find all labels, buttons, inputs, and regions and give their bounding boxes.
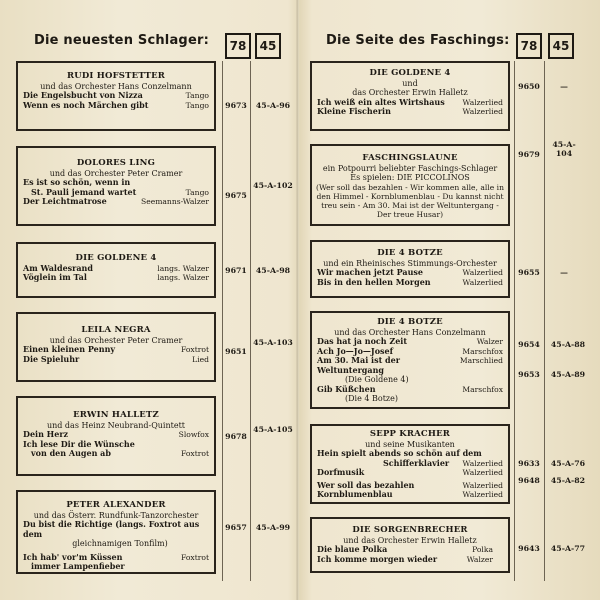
song-title: Kornblumenblau <box>317 489 393 499</box>
catalog-number-78: 9655 <box>518 268 540 277</box>
artist-name: RUDI HOFSTETTER <box>66 71 166 81</box>
artist-subline: und das Orchester Peter Cramer <box>49 335 183 345</box>
song-row <box>23 355 209 365</box>
catalog-number-45: 45-A-103 <box>253 338 293 347</box>
song-genre: Walzerlied <box>462 458 503 468</box>
left-column-divider <box>250 61 251 581</box>
song-genre: Walzerlied <box>462 490 503 499</box>
song-title: Wenn es noch Märchen gibt <box>23 99 149 110</box>
artist-subline: und <box>402 78 418 88</box>
song-row <box>23 449 209 459</box>
right-column-divider <box>514 61 515 581</box>
song-title: Ich hab' vor'm Küssen <box>23 551 123 562</box>
catalog-number-45: 45-A-104 <box>552 140 576 158</box>
catalog-number-45: 45-A-77 <box>550 544 586 553</box>
song-title: Am Waldesrand <box>23 262 93 273</box>
song-genre: Lied <box>192 354 209 364</box>
song-title: Dein Herz <box>23 429 69 439</box>
song-title: Es ist so schön, wenn in <box>23 177 131 187</box>
artist-name: DIE GOLDENE 4 <box>369 68 451 78</box>
song-title: Die Engelsbucht von Nizza <box>23 90 143 100</box>
song-genre: Foxtrot <box>180 345 209 354</box>
song-title: Schifferklavier <box>383 457 450 468</box>
song-row <box>317 468 503 478</box>
song-genre: Walzerlied <box>462 480 503 490</box>
song-genre: Tango <box>185 100 209 110</box>
left-col78-header: 78 <box>225 33 251 59</box>
song-genre: Walzerlied <box>462 468 503 477</box>
artist-subline: ein Potpourri beliebter Faschings-Schlager <box>322 163 498 173</box>
song-title: Gib Küßchen <box>317 383 376 394</box>
catalog-number-78: 9648 <box>518 476 540 485</box>
record-card <box>16 490 216 574</box>
artist-subline: und das Heinz Neubrand-Quintett <box>46 420 186 430</box>
song-genre: Seemanns-Walzer <box>141 197 209 206</box>
song-row <box>317 278 503 288</box>
artist-name: FASCHINGSLAUNE <box>362 153 458 163</box>
artist-subline: Es spielen: DIE PICCOLINOS <box>350 173 470 182</box>
catalog-number-78: 9654 <box>518 340 540 349</box>
record-card <box>16 396 216 476</box>
song-title: Hein spielt abends so schön auf dem <box>317 448 482 458</box>
song-genre: Walzerlied <box>462 277 503 287</box>
right-col45-header: 45 <box>548 33 574 59</box>
catalog-number-45: 45-A-82 <box>550 476 586 485</box>
song-genre: langs. Walzer <box>157 263 209 273</box>
song-row <box>317 356 503 375</box>
catalog-number-45: — <box>560 268 568 277</box>
catalog-number-45: — <box>560 82 568 91</box>
artist-subline: und das Orchester Hans Conzelmann <box>40 81 192 91</box>
song-genre: Walzer <box>466 554 493 564</box>
song-title: Am 30. Mai ist der Weltuntergang <box>317 355 400 375</box>
catalog-number-45: 45-A-96 <box>255 101 291 110</box>
song-row <box>317 385 503 395</box>
catalog-number-78: 9671 <box>225 266 247 275</box>
artist-subline: und seine Musikanten <box>365 439 455 449</box>
song-title: Bis in den hellen Morgen <box>317 276 431 287</box>
song-genre: Foxtrot <box>180 552 209 562</box>
song-row <box>23 539 209 549</box>
record-card <box>310 311 510 409</box>
record-card <box>16 146 216 226</box>
song-row <box>23 562 209 572</box>
catalog-number-78: 9643 <box>518 544 540 553</box>
right-column-divider <box>544 61 545 581</box>
artist-name: DIE 4 BOTZE <box>377 248 443 258</box>
song-title: Einen kleinen Penny <box>23 344 116 354</box>
page-fold <box>296 0 299 600</box>
artist-name: DIE 4 BOTZE <box>377 317 443 327</box>
record-card <box>310 240 510 298</box>
catalog-number-45: 45-A-76 <box>550 459 586 468</box>
song-title: Ich komme morgen wieder <box>317 553 438 564</box>
song-title: St. Pauli jemand wartet <box>31 186 137 197</box>
record-card <box>16 61 216 131</box>
catalog-number-78: 9657 <box>225 523 247 532</box>
song-title: Ach Jo—Jo—Josef <box>317 345 394 356</box>
left-column-divider <box>222 61 223 581</box>
catalog-number-45: 45-A-88 <box>550 340 586 349</box>
song-genre: Marschlied <box>459 356 503 365</box>
song-title: Dorfmusik <box>317 467 365 477</box>
song-genre: Walzerlied <box>462 107 503 116</box>
potpourri-description: (Wer soll das bezahlen - Wir kommen alle, alle in den Himmel - Kornblumenblau - Du kannst nicht treu sein - Am 30. Mai ist der Weltuntergang - Der treue Husar) <box>316 182 504 219</box>
record-card <box>310 517 510 573</box>
song-title: von den Augen ab <box>31 448 111 458</box>
song-title: immer Lampenfieber <box>31 561 125 571</box>
song-row <box>317 490 503 500</box>
song-genre: Foxtrot <box>180 449 209 458</box>
song-performer: (Die Goldene 4) <box>345 375 409 384</box>
song-title: gleichnamigen Tonfilm) <box>72 539 168 548</box>
artist-subline: das Orchester Erwin Halletz <box>352 88 468 97</box>
song-title: Ich lese Dir die Wünsche <box>23 438 135 449</box>
catalog-number-78: 9653 <box>518 370 540 379</box>
song-genre: langs. Walzer <box>157 273 209 282</box>
song-genre: Walzerlied <box>462 268 503 277</box>
song-row <box>23 273 209 283</box>
song-title: Das hat ja noch Zeit <box>317 336 408 346</box>
catalog-number-45: 45-A-105 <box>253 425 293 434</box>
song-title: Wir machen jetzt Pause <box>317 267 424 277</box>
artist-name: DIE GOLDENE 4 <box>75 253 157 263</box>
song-row <box>23 520 209 539</box>
catalog-number-78: 9673 <box>225 101 247 110</box>
artist-name: LEILA NEGRA <box>81 325 151 335</box>
catalog-number-78: 9675 <box>225 191 247 200</box>
song-genre: Slowfox <box>178 430 209 439</box>
song-title: Vöglein im Tal <box>23 272 87 282</box>
artist-subline: und das Orchester Erwin Halletz <box>343 535 477 545</box>
artist-name: DOLORES LING <box>76 158 156 168</box>
song-title: Der Leichtmatrose <box>23 196 107 206</box>
song-row <box>317 107 503 117</box>
catalog-number-45: 45-A-102 <box>253 181 293 190</box>
catalog-number-45: 45-A-98 <box>255 266 291 275</box>
right-heading: Die Seite des Faschings: <box>326 33 510 48</box>
record-card <box>310 61 510 131</box>
song-genre: Walzerlied <box>462 97 503 107</box>
left-col45-header: 45 <box>255 33 281 59</box>
song-genre: Walzer <box>476 337 503 346</box>
song-title: Du bist die Richtige (langs. Foxtrot aus dem <box>23 519 200 539</box>
catalog-number-78: 9678 <box>225 432 247 441</box>
song-row <box>317 555 503 565</box>
song-genre: Marschfox <box>462 346 503 356</box>
artist-subline: und das Orchester Hans Conzelmann <box>334 327 486 337</box>
song-genre: Polka <box>472 545 493 554</box>
artist-name: ERWIN HALLETZ <box>73 410 159 420</box>
song-title: Die Spieluhr <box>23 353 80 364</box>
artist-subline: und das Orchester Peter Cramer <box>49 168 183 178</box>
catalog-number-45: 45-A-89 <box>550 370 586 379</box>
song-genre: Tango <box>185 187 209 197</box>
song-row <box>317 394 503 404</box>
catalog-number-45: 45-A-99 <box>255 523 291 532</box>
artist-name: PETER ALEXANDER <box>66 500 166 510</box>
song-performer: (Die 4 Botze) <box>345 394 398 403</box>
catalog-number-78: 9651 <box>225 347 247 356</box>
right-col78-header: 78 <box>516 33 542 59</box>
catalog-number-78: 9650 <box>518 82 540 91</box>
song-title: Kleine Fischerin <box>317 106 391 116</box>
record-card <box>16 242 216 298</box>
artist-name: DIE SORGENBRECHER <box>352 525 468 535</box>
song-row <box>23 197 209 207</box>
record-card <box>310 424 510 504</box>
record-card <box>16 312 216 382</box>
song-genre: Marschfox <box>462 384 503 394</box>
song-title: Wer soll das bezahlen <box>317 479 415 490</box>
left-heading: Die neuesten Schlager: <box>34 33 209 48</box>
artist-name: SEPP KRACHER <box>369 429 451 439</box>
song-row <box>23 101 209 111</box>
record-card <box>310 144 510 226</box>
song-title: Ich weiß ein altes Wirtshaus <box>317 96 445 107</box>
artist-subline: und ein Rheinisches Stimmungs-Orchester <box>323 258 497 268</box>
catalog-number-78: 9679 <box>518 150 540 159</box>
artist-subline: und das Österr. Rundfunk-Tanzorchester <box>33 510 199 520</box>
song-title: Die blaue Polka <box>317 544 388 554</box>
song-genre: Tango <box>185 91 209 100</box>
catalog-number-78: 9633 <box>518 459 540 468</box>
